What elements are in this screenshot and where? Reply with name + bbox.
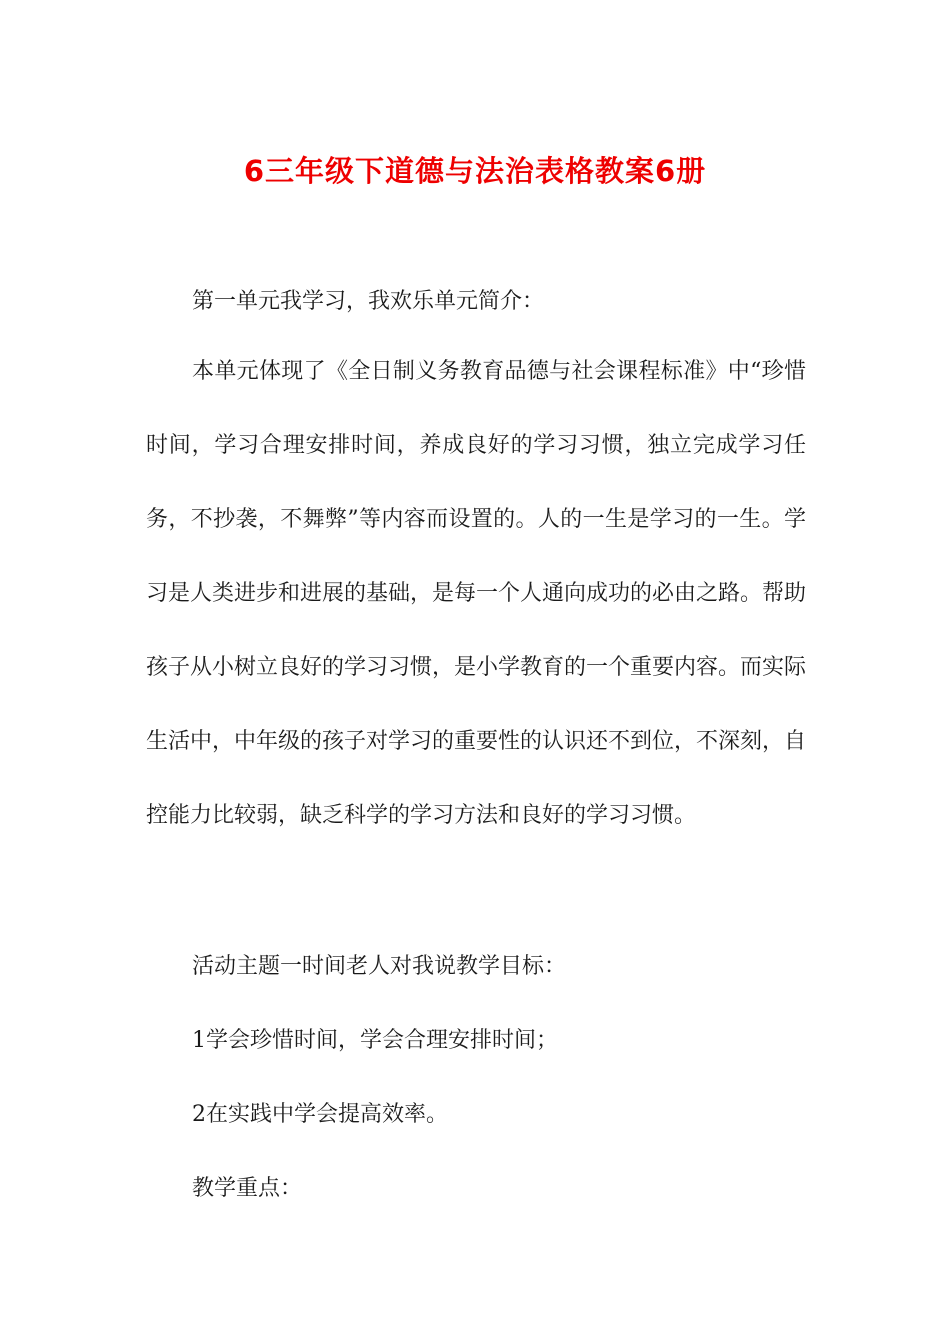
paragraph-goal-2: 2在实践中学会提高效率。 <box>192 1102 448 1127</box>
paragraph-teaching-focus: 教学重点： <box>192 1176 303 1201</box>
paragraph-unit-intro-heading: 第一单元我学习，我欢乐单元简介： <box>192 289 545 314</box>
paragraph-unit-description: 本单元体现了《全日制义务教育品德与社会课程标准》中“珍惜时间，学习合理安排时间，养成良好的学习习惯，独立完成学习任务，不抄袭，不舞弊”等内容而设置的。人的一生是学习的一生。学习是人类进步和进展的基础，是每一个人通向成功的必由之路。帮助孩子从小树立良好的学习习惯，是小学教育的一个重要内容。而实际生活中，中年级的孩子对学习的重要性的认识还不到位，不深刻，自控能力比较弱，缺乏科学的学习方法和良好的学习习惯。 <box>146 359 807 828</box>
paragraph-activity-theme: 活动主题一时间老人对我说教学目标： <box>192 954 567 979</box>
paragraph-goal-1: 1学会珍惜时间，学会合理安排时间； <box>192 1028 558 1053</box>
document-title: 6三年级下道德与法治表格教案6册 <box>243 154 707 188</box>
